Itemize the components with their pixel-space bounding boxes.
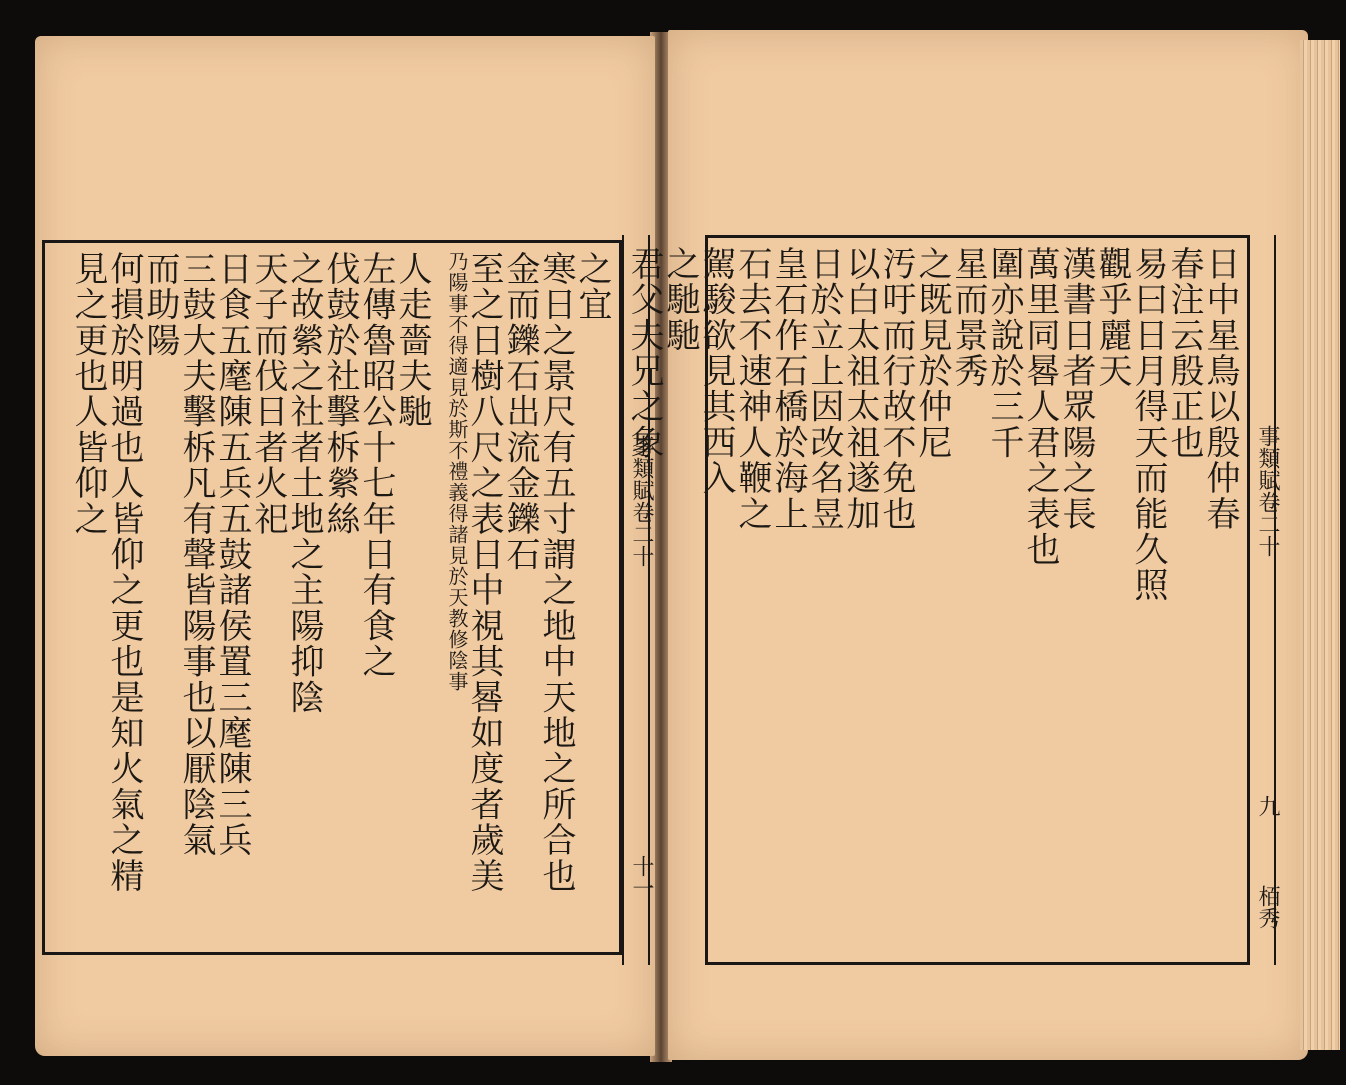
left-text-column: 左傳魯昭公十七年日有食之 <box>356 251 396 680</box>
right-text-column: 星而景秀 <box>948 246 988 389</box>
left-text-column: 寒日之景尺有五寸謂之地中天地之所合也 <box>536 251 576 894</box>
left-text-column: 天子而伐日者火祀 <box>248 251 288 537</box>
right-text-column: 漢書日者眾陽之長 <box>1056 246 1096 532</box>
right-text-column: 以白太祖太祖遂加 <box>840 246 880 532</box>
right-text-column: 易曰日月得天而能久照 <box>1128 246 1168 603</box>
left-text-column: 見之更也人皆仰之 <box>68 251 108 537</box>
left-text-frame <box>42 240 622 955</box>
left-text-column: 何損於明過也人皆仰之更也是知火氣之精 <box>104 251 144 894</box>
left-folio: 十一 <box>629 855 654 899</box>
right-text-column: 之馳馳 <box>660 246 700 354</box>
left-text-column: 而助陽 <box>140 251 180 359</box>
right-text-column: 觀乎麗天 <box>1092 246 1132 389</box>
left-text-column: 日食五麾陳五兵五鼓諸侯置三麾陳三兵 <box>212 251 252 858</box>
left-text-column: 三鼓大夫擊柝凡有聲皆陽事也以厭陰氣 <box>176 251 216 858</box>
left-text-column: 伐鼓於社擊柝縈絲 <box>320 251 360 537</box>
left-text-column: 之宜 <box>572 251 612 323</box>
right-text-column: 日中星鳥以殷仲春 <box>1200 246 1240 532</box>
right-text-column: 石去不速神人鞭之 <box>732 246 772 532</box>
page-edges <box>1300 40 1340 1050</box>
left-text-column: 金而鑠石出流金鑠石 <box>500 251 540 573</box>
right-folio: 九 <box>1255 795 1280 817</box>
left-text-columns <box>51 251 613 944</box>
right-fold-column <box>1248 235 1280 965</box>
right-text-column: 汚吁而行故不免也 <box>876 246 916 532</box>
right-text-column: 圍亦說於三千 <box>984 246 1024 461</box>
right-text-column: 春注云殷正也 <box>1164 246 1204 461</box>
left-text-column: 至之日樹八尺之表日中視其晷如度者歲美 <box>464 251 504 894</box>
right-text-column: 萬里同晷人君之表也 <box>1020 246 1060 568</box>
left-text-column: 乃陽事不得適見於斯不禮義得諸見於天教修陰事 <box>445 251 469 692</box>
left-text-column: 之故縈之社者土地之主陽抑陰 <box>284 251 324 716</box>
right-text-column: 駕駿欲見其西入 <box>696 246 736 496</box>
right-side-note: 栢秀 <box>1255 885 1280 929</box>
right-text-column: 之既見於仲尼 <box>912 246 952 461</box>
right-text-column: 皇石作石橋於海上 <box>768 246 808 532</box>
left-text-column: 人走嗇夫馳 <box>392 251 432 430</box>
right-margin-label: 事類賦卷二十 <box>1255 425 1280 557</box>
right-text-column: 君父夫兄之象 <box>624 246 664 461</box>
left-margin-label: 事類賦卷二十 <box>629 435 654 567</box>
right-text-column: 日於立上因改名昱 <box>804 246 844 532</box>
